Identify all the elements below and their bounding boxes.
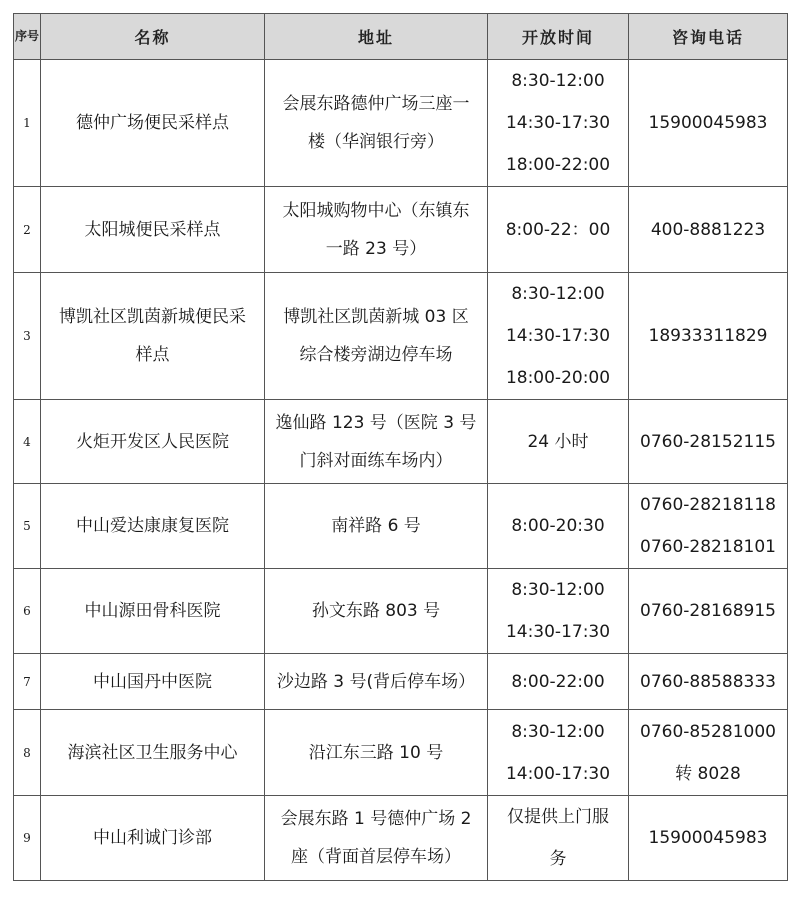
site-hours <box>488 569 629 654</box>
site-hours-line: 8:00-22:00 <box>511 671 605 692</box>
site-name <box>41 484 265 569</box>
site-hours-line: 8:30-12:00 <box>511 71 605 91</box>
site-phone <box>629 484 788 569</box>
site-phone-line: 15900045983 <box>648 113 768 133</box>
site-address-line: 沙边路 3 号(背后停车场） <box>276 671 476 692</box>
site-phone <box>629 796 788 881</box>
site-address-line: 南祥路 6 号 <box>331 516 421 536</box>
site-address-line: 博凯社区凯茵新城 03 区 <box>283 307 469 327</box>
site-address-line: 太阳城购物中心（东镇东 <box>282 200 470 221</box>
site-phone-line: 0760-28168915 <box>640 601 776 621</box>
site-address <box>265 273 488 400</box>
header-hours: 开放时间 <box>488 14 629 60</box>
site-name-line: 火炬开发区人民医院 <box>76 431 229 452</box>
site-address <box>265 484 488 569</box>
site-hours <box>488 654 629 710</box>
site-name <box>41 710 265 796</box>
table-row <box>14 273 788 400</box>
site-phone-line: 18933311829 <box>648 326 768 346</box>
site-hours-line: 24 小时 <box>527 431 589 452</box>
site-address <box>265 400 488 484</box>
site-name <box>41 273 265 400</box>
site-address-line: 门斜对面练车场内） <box>299 450 453 471</box>
site-phone-line: 0760-28218101 <box>640 537 776 557</box>
site-name <box>41 569 265 654</box>
site-address <box>265 569 488 654</box>
site-hours-line: 14:30-17:30 <box>505 622 611 642</box>
site-address-line: 座（背面首层停车场） <box>291 847 461 867</box>
site-phone <box>629 654 788 710</box>
header-no: 序号 <box>14 14 41 60</box>
site-address <box>265 710 488 796</box>
site-address-line: 会展东路德仲广场三座一 <box>282 94 470 114</box>
site-hours-line: 务 <box>549 849 567 869</box>
site-hours-line: 8:00-22：00 <box>505 219 611 240</box>
site-name <box>41 187 265 273</box>
table-row <box>14 796 788 881</box>
site-name <box>41 796 265 881</box>
site-hours <box>488 796 629 881</box>
site-phone-line: 400-8881223 <box>650 219 766 240</box>
header-address: 地址 <box>265 14 488 60</box>
site-phone <box>629 60 788 187</box>
site-hours <box>488 400 629 484</box>
table-row <box>14 710 788 796</box>
site-hours <box>488 710 629 796</box>
site-phone-line: 转 8028 <box>675 763 741 784</box>
site-name-line: 中山利诚门诊部 <box>93 828 212 848</box>
site-hours-line: 14:30-17:30 <box>505 113 611 133</box>
site-address-line: 沿江东三路 10 号 <box>308 742 444 763</box>
site-address-line: 会展东路 1 号德仲广场 2 <box>280 809 472 829</box>
site-hours-line: 14:00-17:30 <box>505 763 611 784</box>
site-name <box>41 60 265 187</box>
site-phone <box>629 273 788 400</box>
site-name-line: 样点 <box>135 345 170 365</box>
site-hours-line: 仅提供上门服 <box>507 807 609 827</box>
site-address <box>265 187 488 273</box>
table-row <box>14 569 788 654</box>
table-row <box>14 60 788 187</box>
site-phone-line: 0760-85281000 <box>640 721 776 742</box>
row-number: 6 <box>14 569 41 654</box>
site-address <box>265 796 488 881</box>
site-phone-line: 0760-28152115 <box>640 431 776 452</box>
header-name: 名称 <box>41 14 265 60</box>
row-number: 8 <box>14 710 41 796</box>
site-phone <box>629 710 788 796</box>
site-name-line: 中山爱达康康复医院 <box>76 516 229 536</box>
site-hours-line: 18:00-20:00 <box>505 368 611 388</box>
testing-sites-table <box>13 13 788 881</box>
site-name-line: 海滨社区卫生服务中心 <box>67 742 238 763</box>
header-phone: 咨询电话 <box>629 14 788 60</box>
site-address-line: 孙文东路 803 号 <box>311 601 441 621</box>
site-address-line: 一路 23 号） <box>325 238 427 259</box>
site-phone-line: 0760-88588333 <box>640 671 776 692</box>
site-hours <box>488 484 629 569</box>
row-number: 7 <box>14 654 41 710</box>
site-hours <box>488 187 629 273</box>
site-hours-line: 14:30-17:30 <box>505 326 611 346</box>
site-name-line: 太阳城便民采样点 <box>84 219 221 240</box>
site-phone <box>629 569 788 654</box>
row-number: 4 <box>14 400 41 484</box>
site-name <box>41 400 265 484</box>
site-hours-line: 18:00-22:00 <box>505 155 611 175</box>
site-hours <box>488 60 629 187</box>
row-number: 2 <box>14 187 41 273</box>
site-address <box>265 654 488 710</box>
row-number: 3 <box>14 273 41 400</box>
site-name <box>41 654 265 710</box>
row-number: 5 <box>14 484 41 569</box>
site-name-line: 中山源田骨科医院 <box>84 601 221 621</box>
site-hours-line: 8:30-12:00 <box>511 284 605 304</box>
site-name-line: 德仲广场便民采样点 <box>76 113 229 133</box>
site-hours-line: 8:30-12:00 <box>511 721 605 742</box>
site-name-line: 中山国丹中医院 <box>93 671 212 692</box>
table-row <box>14 654 788 710</box>
site-address-line: 楼（华润银行旁） <box>308 132 444 152</box>
table-row <box>14 400 788 484</box>
row-number: 1 <box>14 60 41 187</box>
site-address-line: 逸仙路 123 号（医院 3 号 <box>275 412 477 433</box>
table-row <box>14 484 788 569</box>
site-phone-line: 15900045983 <box>648 828 768 848</box>
table-row <box>14 187 788 273</box>
site-phone <box>629 187 788 273</box>
table-header-row <box>14 14 788 60</box>
site-phone-line: 0760-28218118 <box>640 495 776 515</box>
site-name-line: 博凯社区凯茵新城便民采 <box>59 307 246 327</box>
site-hours-line: 8:30-12:00 <box>511 580 605 600</box>
site-address <box>265 60 488 187</box>
row-number: 9 <box>14 796 41 881</box>
site-address-line: 综合楼旁湖边停车场 <box>299 345 453 365</box>
site-hours <box>488 273 629 400</box>
site-phone <box>629 400 788 484</box>
table-body <box>14 60 788 881</box>
site-hours-line: 8:00-20:30 <box>511 516 605 536</box>
